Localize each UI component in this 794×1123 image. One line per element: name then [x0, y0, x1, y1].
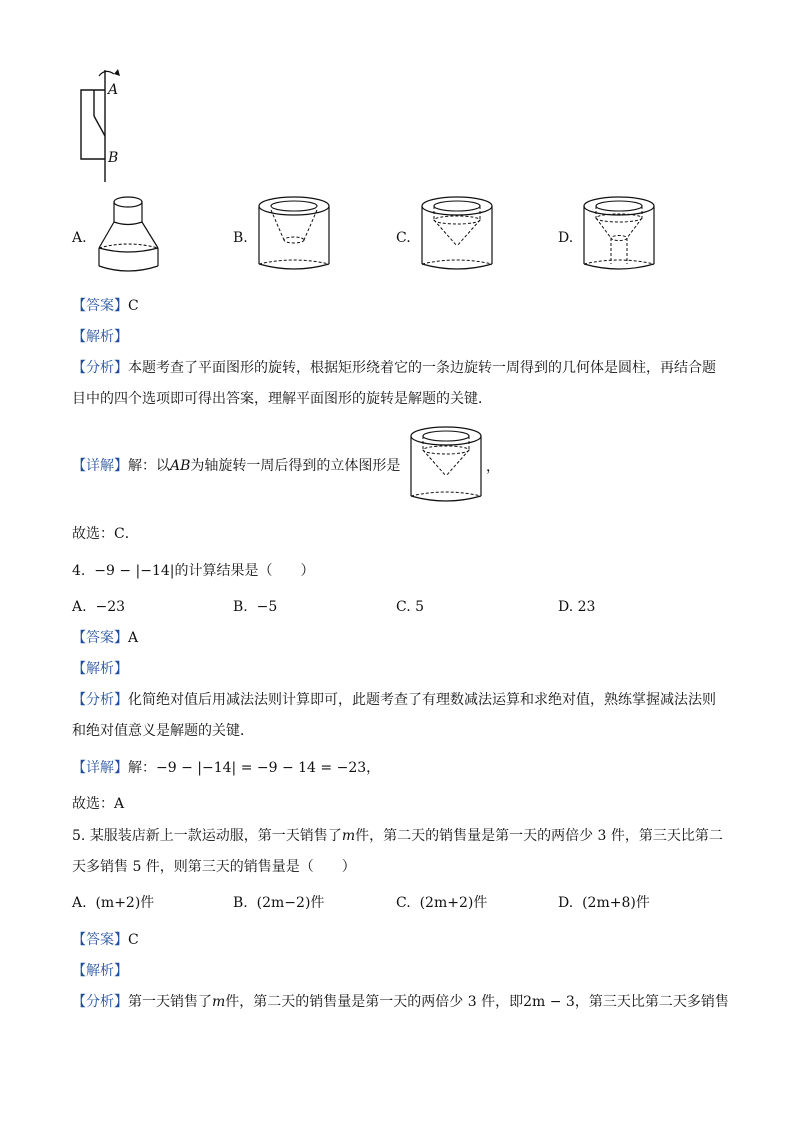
q4-number: 4. [72, 563, 86, 579]
q3-option-a-letter[interactable]: A. [72, 230, 87, 246]
q4-option-d-text: 23 [577, 599, 596, 615]
q3-option-a-figure [96, 192, 178, 280]
q3-option-d-letter[interactable]: D. [558, 230, 574, 246]
q3-detail-tag: 【详解】 [72, 458, 128, 474]
q4-answer-line [72, 628, 138, 648]
q5-fenxi-tag: 【分析】 [72, 994, 128, 1010]
q4-fenxi-line1 [72, 690, 716, 710]
q5-option-a[interactable] [72, 893, 154, 913]
q3-option-b-figure [258, 192, 334, 280]
q5-fenxi-mid: 件，第二天的销售量是第一天的两倍少 3 件，即 [225, 994, 524, 1010]
q3-option-c-figure [421, 192, 497, 280]
point-a-label: A [108, 82, 119, 98]
q4-option-b-letter: B. [233, 599, 248, 615]
q5-option-d-letter: D. [558, 895, 574, 911]
q4-answer-tag: 【答案】 [72, 630, 128, 646]
q5-fenxi-m: m [212, 994, 226, 1010]
q4-option-a-text: −23 [95, 599, 126, 615]
q5-fenxi-expr: 2m − 3 [523, 994, 575, 1010]
q4-fenxi-line2: 和绝对值意义是解题的关键． [72, 723, 254, 739]
q5-analysis-tag: 【解析】 [72, 963, 128, 979]
point-b-label: B [108, 150, 119, 166]
q4-option-a[interactable] [72, 597, 125, 617]
q4-option-b-text: −5 [256, 599, 278, 615]
q4-option-c[interactable] [396, 597, 424, 617]
q3-detail-post: 为轴旋转一周后得到的立体图形是 [190, 458, 401, 474]
q5-fenxi-pre: 第一天销售了 [128, 994, 212, 1010]
q4-detail-line [72, 758, 380, 778]
q5-option-b-text: (2m−2)件 [256, 895, 325, 911]
q5-answer-tag: 【答案】 [72, 932, 128, 948]
q3-option-d-figure [583, 192, 659, 280]
q5-stem-post: 件，第二天的销售量是第一天的两倍少 3 件，第三天比第二 [355, 828, 723, 844]
q3-detail-figure [410, 424, 486, 512]
q3-detail-pre: 解：以 [128, 458, 170, 474]
q5-option-a-text: (m+2)件 [95, 895, 155, 911]
q3-detail-ab: AB [170, 458, 191, 474]
q5-stem-pre: 某服装店新上一款运动服，第一天销售了 [89, 828, 342, 844]
q3-fenxi-tag: 【分析】 [72, 360, 128, 376]
q5-stem-line2: 天多销售 5 件，则第三天的销售量是（ ） [72, 859, 356, 875]
q3-fenxi-line2: 目中的四个选项即可得出答案，理解平面图形的旋转是解题的关键． [72, 391, 492, 407]
q5-number: 5. [72, 828, 86, 844]
q3-detail-end: ， [486, 459, 500, 475]
q3-fenxi-text1: 本题考查了平面图形的旋转，根据矩形绕着它的一条边旋转一周得到的几何体是圆柱，再结合题 [128, 360, 716, 376]
q3-answer: C [128, 298, 139, 314]
q4-answer: A [128, 630, 139, 646]
q4-fenxi-tag: 【分析】 [72, 692, 128, 708]
q4-conclusion: 故选：A [72, 796, 125, 812]
q5-option-c-text: (2m+2)件 [419, 895, 488, 911]
q3-option-b-letter[interactable]: B. [233, 230, 248, 246]
q3-conclusion: 故选：C． [72, 526, 139, 542]
q5-option-c-letter: C. [396, 895, 411, 911]
q5-option-c[interactable] [396, 893, 487, 913]
q4-stem-text: 的计算结果是（ ） [174, 563, 315, 579]
q5-stem-m: m [341, 828, 356, 844]
q4-stem [72, 561, 315, 581]
q5-answer: C [128, 932, 139, 948]
q4-option-c-letter: C. [396, 599, 411, 615]
rotation-figure [70, 64, 130, 186]
q5-option-a-letter: A. [72, 895, 87, 911]
q4-option-c-text: 5 [415, 599, 425, 615]
q4-detail-tag: 【详解】 [72, 760, 128, 776]
q4-fenxi-text1: 化简绝对值后用减法法则计算即可，此题考查了有理数减法运算和求绝对值，熟练掌握减法法则 [128, 692, 716, 708]
q3-answer-line [72, 296, 139, 316]
q5-fenxi-post: ，第三天比第二天多销售 [574, 994, 729, 1010]
q4-detail-text: 解：−9 − |−14| = −9 − 14 = −23， [128, 760, 381, 776]
q5-option-b-letter: B. [233, 895, 248, 911]
q4-option-d[interactable] [558, 597, 595, 617]
q3-option-c-letter[interactable]: C. [396, 230, 411, 246]
q4-option-d-letter: D. [558, 599, 574, 615]
q4-option-a-letter: A. [72, 599, 87, 615]
q3-fenxi-line1 [72, 358, 716, 378]
q3-detail-line [72, 456, 400, 476]
q3-analysis-tag: 【解析】 [72, 329, 128, 345]
q5-stem-line1 [72, 826, 723, 846]
q4-stem-expr: −9 − |−14| [94, 563, 175, 579]
q5-fenxi-line1 [72, 992, 729, 1012]
q5-option-d[interactable] [558, 893, 650, 913]
q4-analysis-tag: 【解析】 [72, 661, 128, 677]
q3-answer-tag: 【答案】 [72, 298, 128, 314]
q5-option-b[interactable] [233, 893, 324, 913]
q5-option-d-text: (2m+8)件 [582, 895, 650, 911]
q4-option-b[interactable] [233, 597, 277, 617]
q5-answer-line [72, 930, 139, 950]
